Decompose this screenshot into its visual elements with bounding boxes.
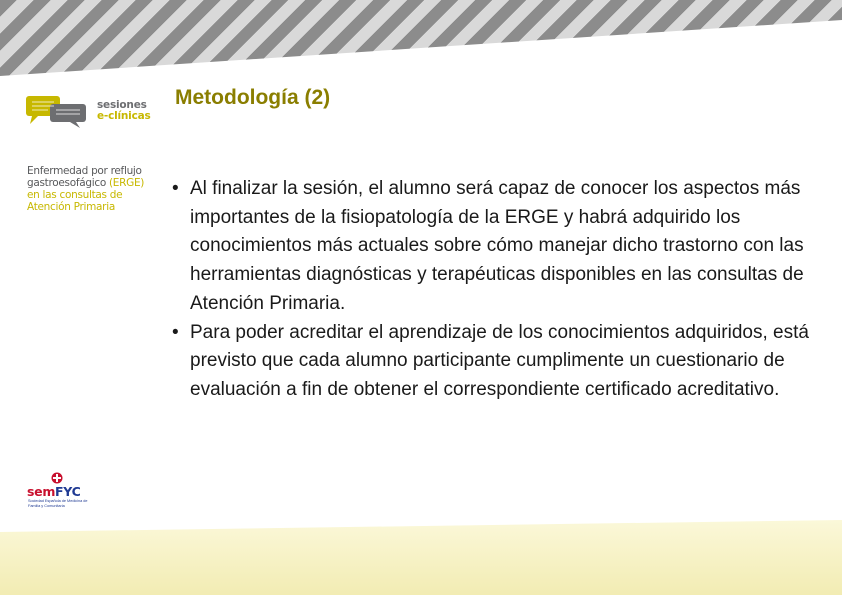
bullet-marker: • xyxy=(172,178,179,199)
brand-logo-text xyxy=(97,100,151,122)
bullet-list xyxy=(168,175,833,405)
brand-line1: sesiones xyxy=(97,99,147,111)
semfyc-emblem-icon xyxy=(50,472,64,484)
bullet-text: Para poder acreditar el aprendizaje de los conocimientos adquiridos, está previsto que cada alumno participante cumplimente un cuestionario de evaluación a fin de obtener el correspondiente certificado acreditativo. xyxy=(190,321,809,400)
course-title-line4: Atención Primaria xyxy=(27,201,115,213)
brand-line2: e-clínicas xyxy=(97,110,151,122)
course-title-line2 xyxy=(27,177,157,189)
header-band-edge xyxy=(0,0,842,80)
semfyc-tagline: Sociedad Española de Medicina de Familia y Comunitaria xyxy=(28,499,88,508)
bullet-marker: • xyxy=(172,321,179,343)
course-title-line2a: gastroesofágico xyxy=(27,177,106,189)
semfyc-logo-text xyxy=(27,484,80,499)
footer-band-edge xyxy=(0,518,842,538)
bullet-text: Al finalizar la sesión, el alumno será capaz de conocer los aspectos más importantes de la fisiopatología de la ERGE y habrá adquirido los conocimientos más actuales sobre cómo manejar dicho trastorno con las herramientas diagnósticas y terapéuticas disponibles en las consultas de Atención Primaria. xyxy=(190,178,804,314)
semfyc-name-a: sem xyxy=(27,484,56,499)
course-title-line1: Enfermedad por reflujo xyxy=(27,165,142,177)
course-title xyxy=(27,165,157,213)
list-item xyxy=(168,319,833,405)
list-item xyxy=(168,175,833,319)
semfyc-name-b: FYC xyxy=(55,484,81,499)
course-title-line3: en las consultas de xyxy=(27,189,123,201)
page-title: Metodología (2) xyxy=(175,86,331,109)
course-title-line2b: (ERGE) xyxy=(105,177,145,189)
